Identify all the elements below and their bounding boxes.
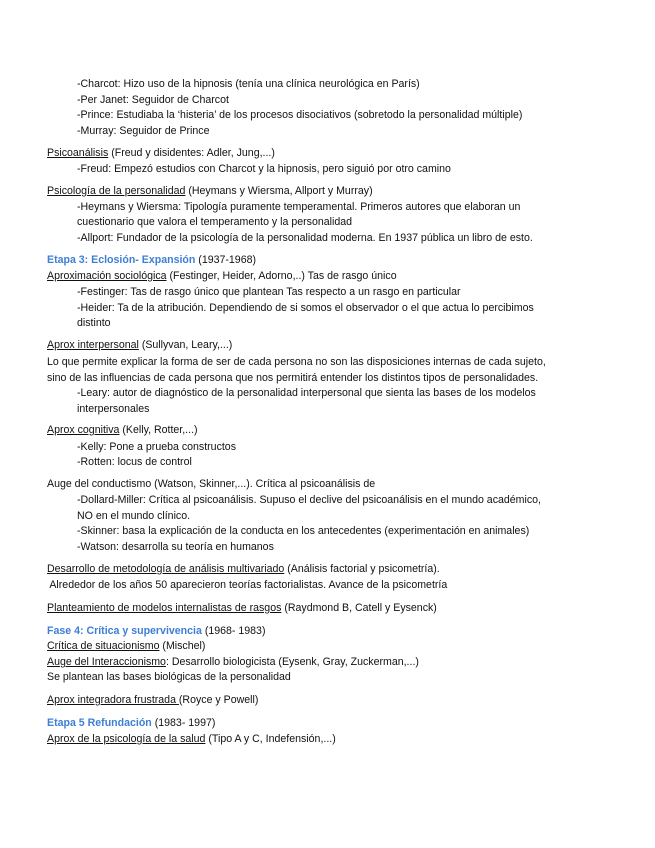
section-line xyxy=(47,146,275,160)
text-line: Se plantean las bases biológicas de la personalidad xyxy=(47,671,291,683)
text-line: Alrededor de los años 50 aparecieron teorías factorialistas. Avance de la psicometría xyxy=(47,579,448,591)
section-title: Aprox integradora frustrada xyxy=(47,694,179,706)
text-line: Lo que permite explicar la forma de ser de cada persona no son las disposiciones internas de cada sujeto, xyxy=(47,356,546,368)
section-rest: (Sullyvan, Leary,...) xyxy=(138,339,233,351)
text-line: sino de las influencias de cada persona que nos permitirá entender los distintos tipos de personalidades. xyxy=(47,372,539,384)
section-line xyxy=(47,423,198,437)
section-title: Aproximación sociológica xyxy=(47,270,167,282)
section-rest: (Festinger, Heider, Adorno,..) Tas de rasgo único xyxy=(166,270,397,282)
text-line: -Freud: Empezó estudios con Charcot y la hipnosis, pero siguió por otro camino xyxy=(77,163,451,175)
section-line xyxy=(47,338,232,352)
text-line: -Allport: Fundador de la psicología de la personalidad moderna. En 1937 pública un libro de esto. xyxy=(77,232,533,244)
text-line: interpersonales xyxy=(77,403,150,415)
stage-heading-line xyxy=(47,253,256,267)
text-line: -Heymans y Wiersma: Tipología puramente temperamental. Primeros autores que elaboran un xyxy=(77,201,521,213)
section-line xyxy=(47,562,440,576)
section-line xyxy=(47,639,205,653)
section-line xyxy=(47,184,373,198)
section-title: Planteamiento de modelos internalistas de rasgos xyxy=(47,602,282,614)
section-title: Aprox interpersonal xyxy=(47,339,139,351)
text-line: -Heider: Ta de la atribución. Dependiendo de si somos el observador o el que actua lo percibimos xyxy=(77,302,534,314)
stage-years: (1983- 1997) xyxy=(151,717,216,729)
text-line: -Festinger: Tas de rasgo único que plantean Tas respecto a un rasgo en particular xyxy=(77,286,461,298)
section-rest: (Análisis factorial y psicometría). xyxy=(284,563,440,575)
text-line: -Prince: Estudiaba la ‘histeria’ de los procesos disociativos (sobretodo la personalidad múltiple) xyxy=(77,109,523,121)
section-line xyxy=(47,693,258,707)
section-title: Crítica de situacionismo xyxy=(47,640,160,652)
text-line: -Skinner: basa la explicación de la conducta en los antecedentes (experimentación en animales) xyxy=(77,525,530,537)
stage-years: (1968- 1983) xyxy=(201,625,266,637)
text-line: -Kelly: Pone a prueba constructos xyxy=(77,441,236,453)
text-line: -Per Janet: Seguidor de Charcot xyxy=(77,94,229,106)
text-line: -Charcot: Hizo uso de la hipnosis (tenía una clínica neurológica en París) xyxy=(77,78,420,90)
section-title: Psicoanálisis xyxy=(47,147,109,159)
text-line: -Rotten: locus de control xyxy=(77,456,192,468)
stage-years: (1937-1968) xyxy=(195,254,257,266)
text-line: Auge del conductismo (Watson, Skinner,...). Crítica al psicoanálisis de xyxy=(47,478,376,490)
section-rest: (Kelly, Rotter,...) xyxy=(119,424,198,436)
stage-heading-line xyxy=(47,624,265,638)
text-line: distinto xyxy=(77,317,111,329)
section-rest: (Mischel) xyxy=(159,640,206,652)
text-line: NO en el mundo clínico. xyxy=(77,510,191,522)
section-rest: (Heymans y Wiersma, Allport y Murray) xyxy=(185,185,373,197)
text-line: -Watson: desarrolla su teoría en humanos xyxy=(77,541,274,553)
text-line: -Dollard-Miller: Crítica al psicoanálisis. Supuso el declive del psicoanálisis en el mundo académico, xyxy=(77,494,541,506)
section-rest: (Freud y disidentes: Adler, Jung,...) xyxy=(108,147,275,159)
section-line xyxy=(47,732,336,746)
section-line xyxy=(47,655,419,669)
section-title: Desarrollo de metodología de análisis multivariado xyxy=(47,563,285,575)
stage-heading: Etapa 5 Refundación xyxy=(47,717,152,729)
text-line: -Murray: Seguidor de Prince xyxy=(77,125,210,137)
stage-heading: Etapa 3: Eclosión- Expansión xyxy=(47,254,196,266)
text-line: cuestionario que valora el temperamento y la personalidad xyxy=(77,216,353,228)
section-rest: (Tipo A y C, Indefensión,...) xyxy=(205,733,336,745)
section-title: Aprox cognitiva xyxy=(47,424,120,436)
stage-heading: Fase 4: Crítica y supervivencia xyxy=(47,625,202,637)
section-title: Aprox de la psicología de la salud xyxy=(47,733,206,745)
section-line xyxy=(47,601,437,615)
text-line: -Leary: autor de diagnóstico de la personalidad interpersonal que sienta las bases de los modelos xyxy=(77,387,536,399)
section-rest: (Raydmond B, Catell y Eysenck) xyxy=(281,602,437,614)
section-title: Auge del Interaccionismo xyxy=(47,656,166,668)
section-rest: (Royce y Powell) xyxy=(178,694,259,706)
section-line xyxy=(47,269,397,283)
section-rest: : Desarrollo biologicista (Eysenk, Gray, Zuckerman,...) xyxy=(165,656,419,668)
stage-heading-line xyxy=(47,716,215,730)
section-title: Psicología de la personalidad xyxy=(47,185,186,197)
